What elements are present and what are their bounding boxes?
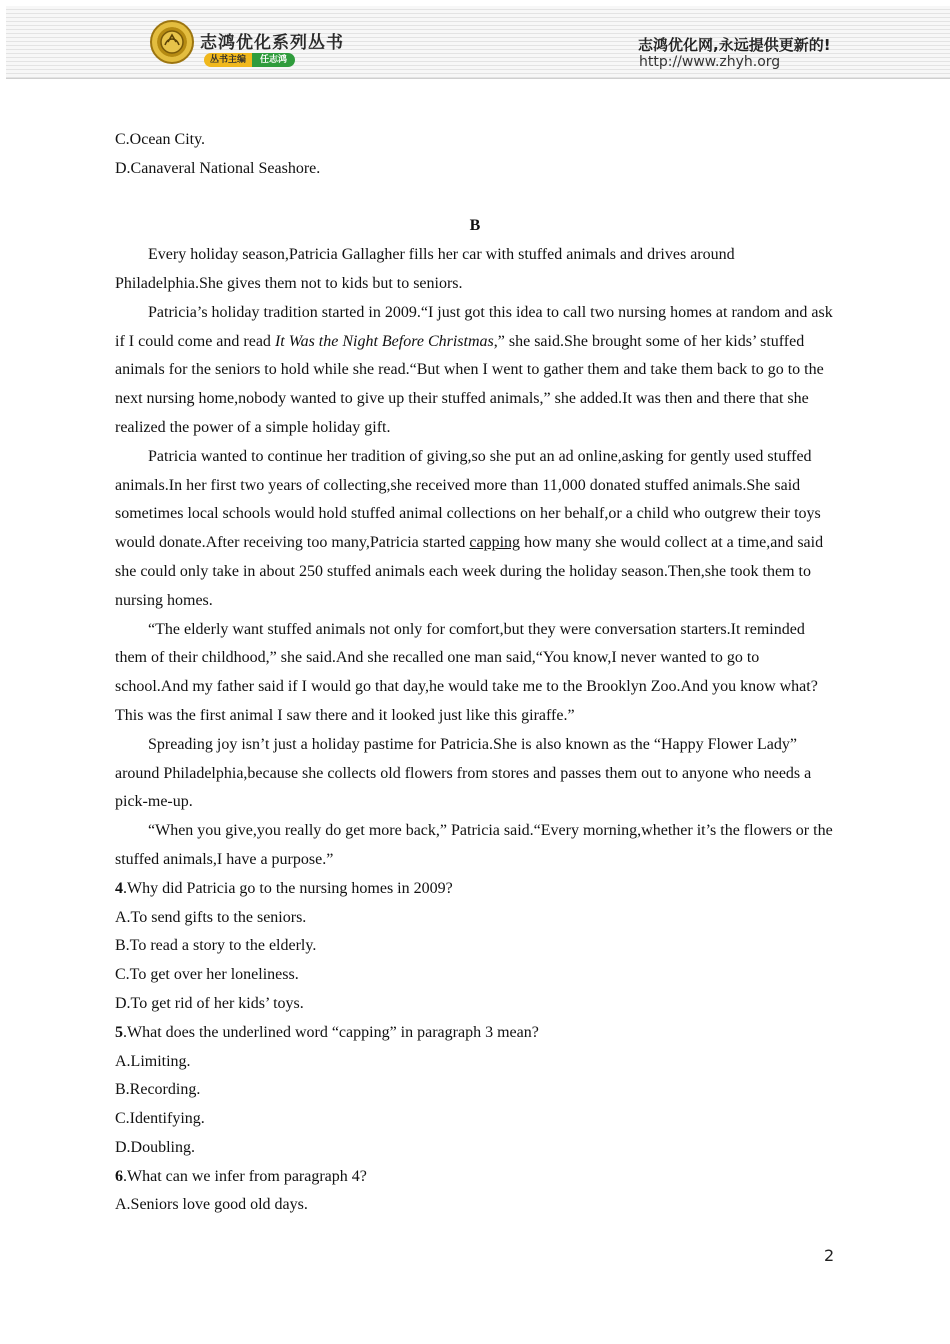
book-title: It Was the Night Before Christmas bbox=[274, 332, 494, 350]
question-text: .What can we infer from paragraph 4? bbox=[123, 1167, 367, 1185]
seal-logo-icon bbox=[150, 20, 194, 64]
paragraph-2-text-a: Patricia’s holiday tradition started in 2009.“I just got this idea to call two nursing homes at random and ask if I could come and read bbox=[115, 303, 833, 350]
editor-badge bbox=[204, 53, 295, 67]
question-number: 5 bbox=[115, 1023, 123, 1041]
question-4 bbox=[115, 875, 835, 904]
paragraph-3-text-b: how many she would collect at a time,and said she could only take in about 250 stuffed animals each week during the holiday season.Then,she took them to nursing homes. bbox=[115, 534, 824, 609]
question-number: 4 bbox=[115, 879, 123, 897]
editor-name: 任志鸿 bbox=[252, 53, 295, 67]
paragraph-6: “When you give,you really do get more back,” Patricia said.“Every morning,whether it’s the flowers or the stuffed animals,I have a purpose.” bbox=[115, 822, 833, 868]
option-line: A.Seniors love good old days. bbox=[115, 1196, 308, 1214]
paragraph-1: Every holiday season,Patricia Gallagher fills her car with stuffed animals and drives around Philadelphia.She gives them not to kids but to seniors. bbox=[115, 246, 735, 292]
paragraph-2-text-b: ,” she said.She brought some of her kids’ stuffed animals for the seniors to hold while she read.“But when I went to gather them and take them back to go to the next nursing home,nobody wanted to give up their stuffed animals,” she added.It was then and there that she realized the power of a simple holiday gift. bbox=[115, 332, 824, 436]
option-line: A.Limiting. bbox=[115, 1052, 191, 1070]
question-text: .What does the underlined word “capping” in paragraph 3 mean? bbox=[123, 1023, 539, 1041]
page-header bbox=[6, 6, 950, 79]
page-number: 2 bbox=[824, 1246, 835, 1265]
paragraph-4: “The elderly want stuffed animals not only for comfort,but they were conversation starters.It reminded them of their childhood,” she said.And she recalled one man said,“You know,I never wanted to go to school.And my father said if I would go that day,he would take me to the Brooklyn Zoo.And you know what?This was the first animal I saw there and it looked just like this giraffe.” bbox=[115, 620, 818, 724]
option-line: B.Recording. bbox=[115, 1081, 201, 1099]
underlined-word: capping bbox=[469, 534, 521, 552]
paragraph-5: Spreading joy isn’t just a holiday pastime for Patricia.She is also known as the “Happy Flower Lady” around Philadelphia,because she collects old flowers from stores and passes them out to anyone who needs a pick-me-up. bbox=[115, 735, 812, 811]
paragraph-2 bbox=[115, 299, 835, 443]
option-line: C.Identifying. bbox=[115, 1110, 205, 1128]
paragraph-3-text-a: Patricia wanted to continue her tradition of giving,so she put an ad online,asking for gently used stuffed animals.In her first two years of collecting,she received more than 11,000 donated stuffed animals.She said sometimes local schools would hold stuffed animal collections on her behalf,or a child who outgrew their toys would donate.After receiving too many,Patricia started bbox=[115, 447, 821, 552]
question-5 bbox=[115, 1019, 835, 1048]
question-number: 6 bbox=[115, 1167, 123, 1185]
question-6 bbox=[115, 1163, 835, 1192]
option-line: C.Ocean City. bbox=[115, 131, 206, 148]
option-line: B.To read a story to the elderly. bbox=[115, 937, 317, 955]
question-text: .Why did Patricia go to the nursing homes in 2009? bbox=[123, 879, 453, 897]
editor-label: 丛书主编 bbox=[204, 53, 252, 67]
header-slogan: 志鸿优化网,永远提供更新的! bbox=[638, 36, 831, 54]
option-line: D.Doubling. bbox=[115, 1138, 195, 1156]
document-body bbox=[115, 126, 835, 1220]
option-line: D.Canaveral National Seashore. bbox=[115, 159, 321, 177]
section-heading: B bbox=[469, 217, 481, 235]
option-line: D.To get rid of her kids’ toys. bbox=[115, 994, 304, 1012]
header-url-link[interactable]: http://www.zhyh.org bbox=[639, 54, 781, 70]
paragraph-3 bbox=[115, 443, 835, 616]
option-line: A.To send gifts to the seniors. bbox=[115, 908, 307, 926]
option-line: C.To get over her loneliness. bbox=[115, 966, 299, 984]
series-title: 志鸿优化系列丛书 bbox=[200, 33, 344, 53]
